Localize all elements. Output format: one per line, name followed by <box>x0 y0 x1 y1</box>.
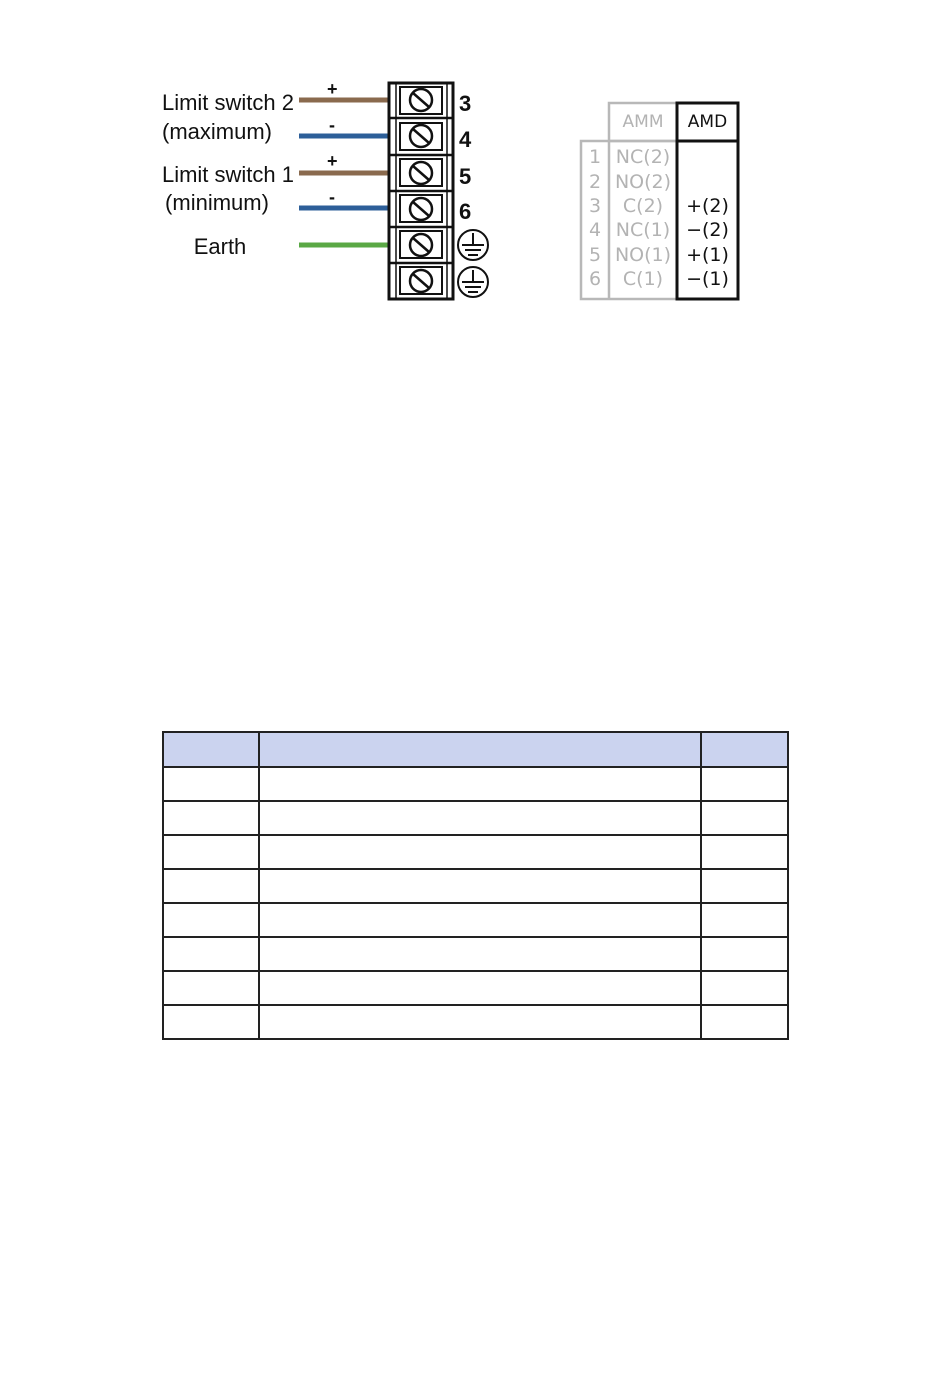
amd-header: AMD <box>687 112 728 132</box>
amm-pin: NC(2) <box>615 146 671 168</box>
table-cell <box>163 937 259 971</box>
table-row <box>163 835 788 869</box>
table-cell <box>259 937 701 971</box>
amd-pin: +(1) <box>686 244 729 266</box>
table-cell <box>259 971 701 1005</box>
limit-switch-1-sublabel: (minimum) <box>165 190 269 215</box>
data-table <box>162 731 789 1040</box>
table-cell <box>259 801 701 835</box>
table-cell <box>701 903 788 937</box>
table-cell <box>701 937 788 971</box>
amd-pin: +(2) <box>686 195 729 217</box>
table-cell <box>259 1005 701 1039</box>
table-cell <box>163 971 259 1005</box>
terminal-number-3: 3 <box>459 91 472 116</box>
pin-number: 1 <box>588 146 602 168</box>
pin-number: 6 <box>588 268 602 290</box>
polarity-plus: + <box>327 151 338 171</box>
table-cell <box>259 767 701 801</box>
amm-pin: NO(1) <box>614 244 672 266</box>
pin-number: 5 <box>588 244 602 266</box>
table-cell <box>701 835 788 869</box>
amm-header: AMM <box>622 112 664 132</box>
limit-switch-1-label: Limit switch 1 <box>161 162 294 187</box>
table-cell <box>701 801 788 835</box>
amd-pin: −(1) <box>686 268 729 290</box>
limit-switch-2-label: Limit switch 2 <box>161 90 294 115</box>
table-header-cell <box>701 732 788 767</box>
table-cell <box>163 869 259 903</box>
table-cell <box>701 971 788 1005</box>
amm-pin: NO(2) <box>614 171 672 193</box>
terminal-number-6: 6 <box>459 199 472 224</box>
table-row <box>163 903 788 937</box>
table-cell <box>163 767 259 801</box>
polarity-minus: - <box>329 115 335 135</box>
table-row <box>163 869 788 903</box>
pinout-table <box>580 101 740 300</box>
polarity-minus: - <box>329 187 335 207</box>
pin-number: 2 <box>588 171 602 193</box>
table-cell <box>163 835 259 869</box>
table-cell <box>701 869 788 903</box>
table-cell <box>701 767 788 801</box>
table-cell <box>259 903 701 937</box>
table-header-row <box>163 732 788 767</box>
table-row <box>163 1005 788 1039</box>
pinout-grid <box>0 0 950 320</box>
table-row <box>163 937 788 971</box>
table-cell <box>163 1005 259 1039</box>
amm-pin: C(2) <box>622 195 664 217</box>
table-cell <box>701 1005 788 1039</box>
amd-pin: −(2) <box>686 219 729 241</box>
polarity-plus: + <box>327 79 338 99</box>
table-row <box>163 767 788 801</box>
table-row <box>163 971 788 1005</box>
pin-number: 4 <box>588 219 602 241</box>
table-cell <box>163 801 259 835</box>
table-cell <box>259 869 701 903</box>
pin-number: 3 <box>588 195 602 217</box>
terminal-number-4: 4 <box>459 127 472 152</box>
limit-switch-2-sublabel: (maximum) <box>162 119 272 144</box>
table-header-cell <box>163 732 259 767</box>
earth-label: Earth <box>193 234 247 259</box>
amm-pin: NC(1) <box>615 219 671 241</box>
table-cell <box>259 835 701 869</box>
table-row <box>163 801 788 835</box>
table-header-cell <box>259 732 701 767</box>
amm-pin: C(1) <box>622 268 664 290</box>
terminal-number-5: 5 <box>459 164 472 189</box>
table-cell <box>163 903 259 937</box>
